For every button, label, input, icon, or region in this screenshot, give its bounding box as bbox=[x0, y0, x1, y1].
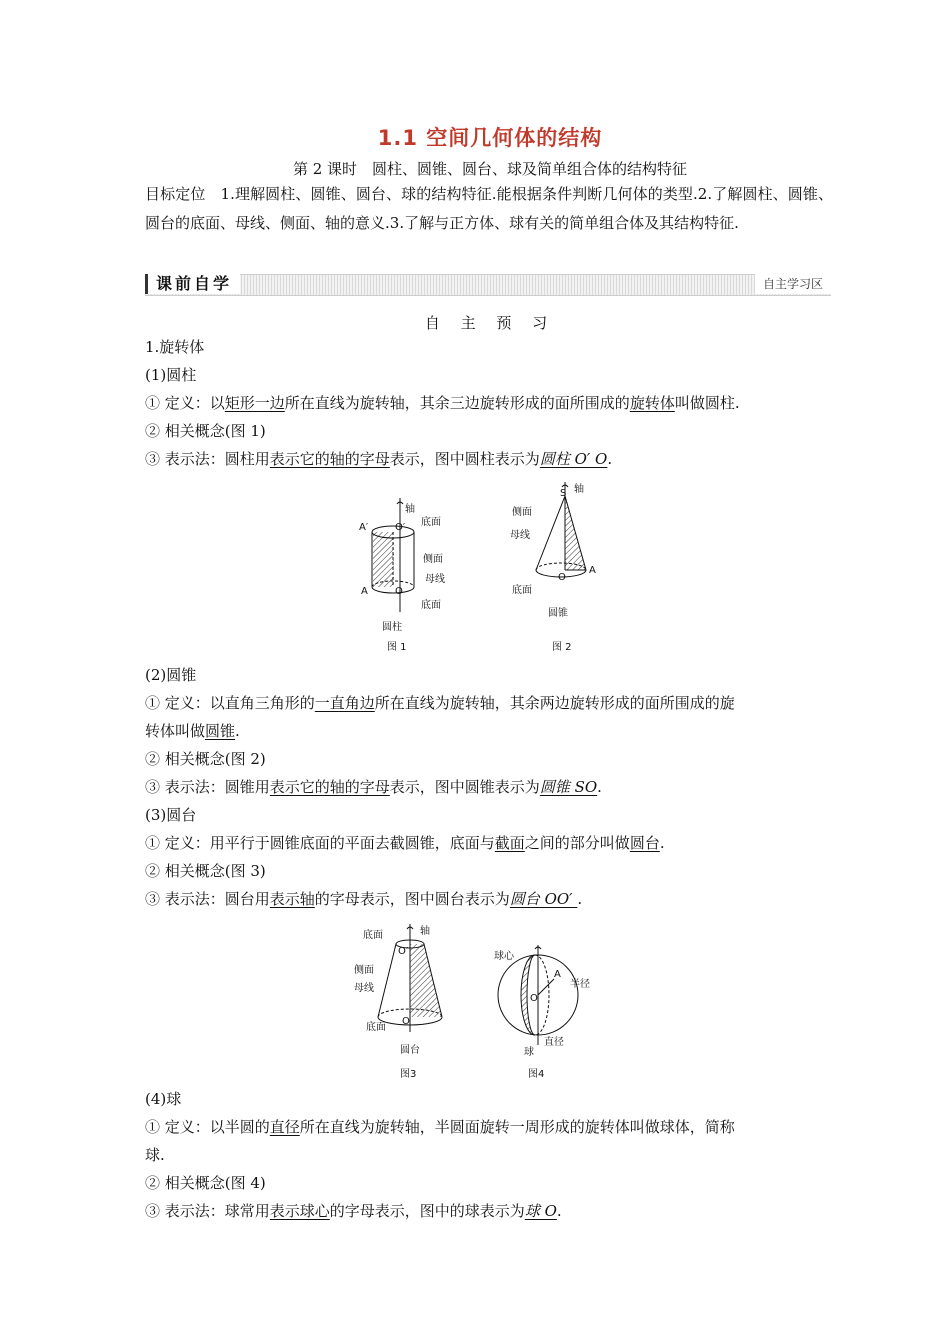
fig2-caption: 图 2 bbox=[552, 642, 572, 653]
fig1-o: O bbox=[395, 586, 403, 597]
sphere-def: ① 定义：以半圆的直径所在直线为旋转轴，半圆面旋转一周形成的旋转体叫做球体，简称 bbox=[145, 1118, 735, 1136]
goal-label: 目标定位 bbox=[145, 185, 206, 203]
fig1-caption: 图 1 bbox=[387, 642, 407, 653]
fig2-o: O bbox=[558, 572, 566, 583]
fig3-o1: O′ bbox=[398, 946, 409, 957]
page-title: 1.1 空间几何体的结构 bbox=[377, 126, 603, 150]
fig3-o: O bbox=[402, 1016, 410, 1027]
fig1-a1: A′ bbox=[359, 522, 369, 533]
fig3-axis-label: 轴 bbox=[420, 926, 430, 937]
fig4-o: O bbox=[530, 993, 538, 1004]
cone-def: ① 定义：以直角三角形的一直角边所在直线为旋转轴，其余两边旋转形成的面所围成的旋 bbox=[145, 694, 735, 712]
fig1-side-label: 侧面 bbox=[423, 554, 443, 565]
frustum-figure bbox=[350, 920, 470, 1085]
fig1-o1: O′ bbox=[395, 522, 406, 533]
fig2-s: S bbox=[560, 488, 567, 499]
fig1-gen-label: 母线 bbox=[425, 574, 445, 585]
section-heading: 自 主 预 习 bbox=[424, 314, 556, 332]
fig4-center-label: 球心 bbox=[494, 951, 514, 962]
cylinder-def: ① 定义：以矩形一边所在直线为旋转轴，其余三边旋转形成的面所围成的旋转体叫做圆柱. bbox=[145, 394, 740, 412]
frustum-def: ① 定义：用平行于圆锥底面的平面去截圆锥，底面与截面之间的部分叫做圆台. bbox=[145, 834, 665, 852]
sphere-rep: ③ 表示法：球常用表示球心的字母表示，图中的球表示为球 O. bbox=[145, 1202, 562, 1220]
sphere-def-2: 球. bbox=[145, 1146, 165, 1164]
heading-rotation: 1.旋转体 bbox=[145, 338, 205, 356]
sphere-head: (4)球 bbox=[145, 1090, 182, 1108]
sphere-rel: ② 相关概念(图 4) bbox=[145, 1174, 266, 1192]
fig2-axis-label: 轴 bbox=[574, 484, 584, 495]
fig4-diameter-label: 直径 bbox=[544, 1037, 564, 1048]
fig2-bottom-label: 底面 bbox=[512, 585, 532, 596]
fig3-caption: 图3 bbox=[400, 1069, 417, 1080]
frustum-head: (3)圆台 bbox=[145, 806, 197, 824]
cone-rep: ③ 表示法：圆锥用表示它的轴的字母表示，图中圆锥表示为圆锥 SO. bbox=[145, 778, 602, 796]
fig4-radius-label: 半径 bbox=[570, 979, 590, 990]
cone-rel: ② 相关概念(图 2) bbox=[145, 750, 266, 768]
fig3-bottom-label: 底面 bbox=[366, 1022, 386, 1033]
sphere-figure bbox=[480, 935, 610, 1085]
section-banner bbox=[145, 274, 831, 296]
fig3-side-label: 侧面 bbox=[354, 965, 374, 976]
cylinder-head: (1)圆柱 bbox=[145, 366, 197, 384]
frustum-rep: ③ 表示法：圆台用表示轴的字母表示，图中圆台表示为圆台 OO′ . bbox=[145, 890, 583, 908]
fig2-side-label: 侧面 bbox=[512, 507, 532, 518]
fig2-name: 圆锥 bbox=[548, 608, 568, 619]
fig2-gen-label: 母线 bbox=[510, 530, 530, 541]
fig4-caption: 图4 bbox=[528, 1069, 545, 1080]
fig3-name: 圆台 bbox=[400, 1045, 420, 1056]
fig3-top-label: 底面 bbox=[363, 930, 383, 941]
fig4-name: 球 bbox=[524, 1047, 534, 1058]
cylinder-figure bbox=[345, 490, 465, 660]
banner-left: 课前自学 bbox=[145, 274, 240, 294]
fig1-top-label: 底面 bbox=[421, 517, 441, 528]
fig4-a: A bbox=[554, 969, 561, 980]
cone-def-2: 转体叫做圆锥. bbox=[145, 722, 240, 740]
fig3-gen-label: 母线 bbox=[354, 983, 374, 994]
banner-right: 自主学习区 bbox=[755, 274, 831, 294]
fig2-a: A bbox=[589, 565, 596, 576]
lesson-subtitle: 第 2 课时 圆柱、圆锥、圆台、球及简单组合体的结构特征 bbox=[292, 160, 688, 178]
fig1-axis-label: 轴 bbox=[405, 504, 415, 515]
frustum-rel: ② 相关概念(图 3) bbox=[145, 862, 266, 880]
cylinder-rel: ② 相关概念(图 1) bbox=[145, 422, 266, 440]
fig1-name: 圆柱 bbox=[382, 622, 402, 633]
cone-head: (2)圆锥 bbox=[145, 666, 197, 684]
cylinder-rep: ③ 表示法：圆柱用表示它的轴的字母表示，图中圆柱表示为圆柱 O′ O. bbox=[145, 450, 613, 468]
goal-text: 1.理解圆柱、圆锥、圆台、球的结构特征.能根据条件判断几何体的类型.2.了解圆柱、圆锥、圆台的底面、母线、侧面、轴的意义.3.了解与正方体、球有关的简单组合体及其结构特征. bbox=[145, 185, 833, 232]
fig1-a: A bbox=[361, 586, 368, 597]
learning-goal bbox=[145, 180, 833, 238]
fig1-bottom-label: 底面 bbox=[421, 600, 441, 611]
cone-figure bbox=[500, 478, 620, 658]
